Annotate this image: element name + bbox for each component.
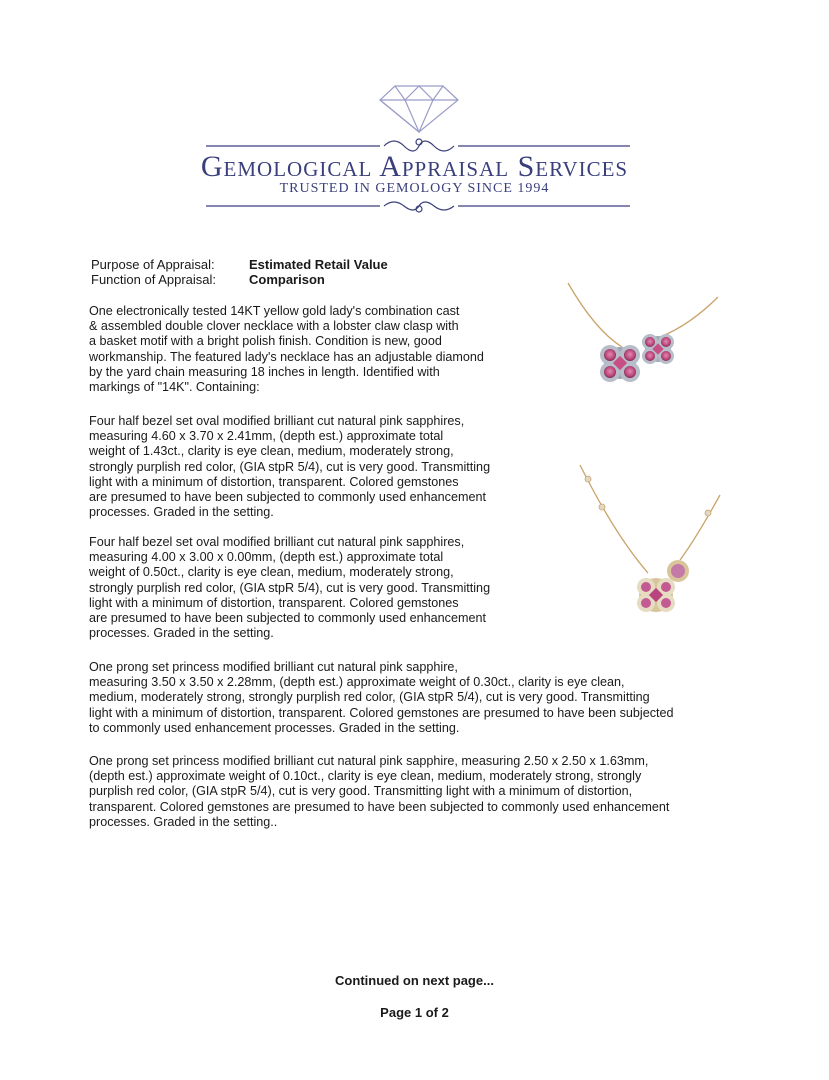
- clover-pendant-large: [637, 578, 675, 612]
- page-number: Page 1 of 2: [380, 1005, 449, 1020]
- appraisal-purpose: [91, 257, 388, 287]
- necklace-photo-front: [560, 275, 725, 405]
- continued-note: Continued on next page...: [335, 973, 494, 988]
- function-row: [91, 272, 388, 287]
- stone-description-3: One prong set princess modified brilliant cut natural pink sapphire, measuring 3.50 x 3.50 x 2.28mm, (depth est.) approximate weight of 0.30ct., clarity is eye clean, medium, moderately strong, strongly purplish red color, (GIA stpR 5/4), cut is very good. Transmitting light with a minimum of distortion, transparent. Colored gemstones are presumed to have been subjected to commonly used enhancement processes. Graded in the setting.: [89, 660, 674, 735]
- necklace-photo-side: [570, 455, 725, 625]
- stone-description-1: Four half bezel set oval modified brilliant cut natural pink sapphires, measuring 4.60 x 3.70 x 2.41mm, (depth est.) approximate total weight of 1.43ct., clarity is eye clean, medium, moderately strong, strongly purplish red color, (GIA stpR 5/4), cut is very good. Transmitting light with a minimum of distortion, transparent. Colored gemstones are presumed to have been subjected to commonly used enhancement processes. Graded in the setting.: [89, 414, 491, 520]
- purpose-row: [91, 257, 388, 272]
- function-value: Comparison: [249, 272, 325, 287]
- stone-description-4: One prong set princess modified brilliant cut natural pink sapphire, measuring 2.50 x 2.50 x 1.63mm, (depth est.) approximate weight of 0.10ct., clarity is eye clean, medium, moderately strong, strongly purplish red color, (GIA stpR 5/4), cut is very good. Transmitting light with a minimum of distortion, transparent. Colored gemstones are presumed to have been subjected to commonly used enhancement processes. Graded in the setting..: [89, 754, 670, 829]
- clover-pendant-right: [642, 334, 674, 364]
- function-label: Function of Appraisal:: [91, 272, 217, 287]
- company-name: Gemological Appraisal Services: [200, 150, 629, 183]
- company-tagline: TRUSTED IN GEMOLOGY SINCE 1994: [279, 181, 550, 196]
- clover-pendant-small: [667, 560, 689, 582]
- letterhead: [0, 0, 829, 230]
- stone-description-2: Four half bezel set oval modified brilliant cut natural pink sapphires, measuring 4.00 x 3.00 x 0.00mm, (depth est.) approximate total weight of 0.50ct., clarity is eye clean, medium, moderately strong, strongly purplish red color, (GIA stpR 5/4), cut is very good. Transmitting light with a minimum of distortion, transparent. Colored gemstones are presumed to have been subjected to commonly used enhancement processes. Graded in the setting.: [89, 535, 491, 641]
- divider-ornament-bottom: [206, 202, 630, 212]
- item-description: One electronically tested 14KT yellow gold lady's combination cast & assembled double clover necklace with a lobster claw clasp with a basket motif with a bright polish finish. Condition is new, good workmanship. The featured lady's necklace has an adjustable diamond by the yard chain measuring 18 inches in length. Identified with markings of "14K". Containing:: [89, 304, 484, 395]
- diamond-logo-icon: [380, 86, 458, 132]
- purpose-label: Purpose of Appraisal:: [91, 257, 215, 272]
- purpose-value: Estimated Retail Value: [249, 257, 388, 272]
- clover-pendant-left: [600, 345, 640, 382]
